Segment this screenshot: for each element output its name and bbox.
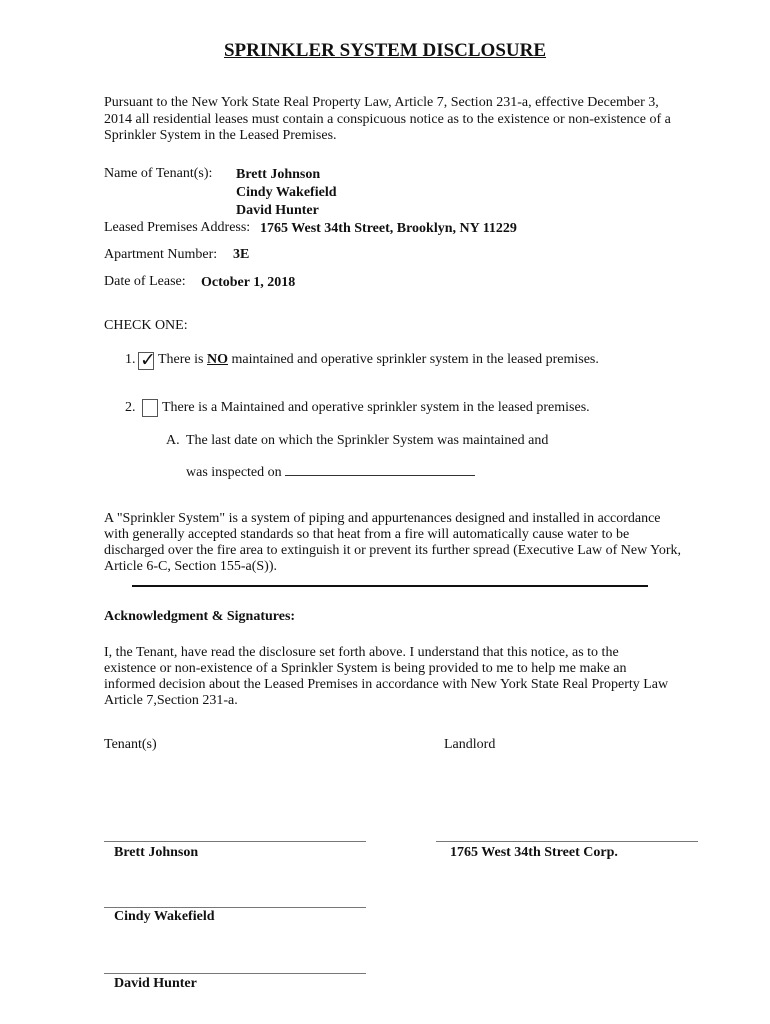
- lease-date-value: October 1, 2018: [201, 275, 296, 290]
- tenant-1-signature-line[interactable]: [104, 841, 366, 842]
- option-2-text: There is a Maintained and operative sprinkler system in the leased premises.: [162, 400, 590, 415]
- tenant-3-signature-name: David Hunter: [114, 976, 197, 991]
- document-title: SPRINKLER SYSTEM DISCLOSURE: [223, 40, 547, 61]
- intro-paragraph: Pursuant to the New York State Real Property Law, Article 7, Section 231-a, effective December 3, 2014 all residential leases must contain a conspicuous notice as to the existence or non-existence of a Sprinkler System in the Leased Premises.: [104, 95, 671, 143]
- tenant-name-1: Brett Johnson: [236, 167, 321, 182]
- address-value: 1765 West 34th Street, Brooklyn, NY 11229: [260, 221, 517, 236]
- option-2-checkbox[interactable]: [142, 399, 158, 417]
- option-1-text-before: There is: [158, 352, 204, 367]
- lease-date-label: Date of Lease:: [104, 274, 186, 289]
- tenant-names-label: Name of Tenant(s):: [104, 166, 213, 181]
- option-1-text-after: maintained and operative sprinkler system in the leased premises.: [231, 352, 599, 367]
- option-2-number: 2.: [125, 400, 136, 415]
- landlord-signature-line[interactable]: [436, 841, 698, 842]
- tenant-3-signature-line[interactable]: [104, 973, 366, 974]
- option-1-emphasis: NO: [206, 352, 228, 367]
- apartment-label: Apartment Number:: [104, 247, 218, 262]
- sprinkler-definition: A "Sprinkler System" is a system of piping and appurtenances designed and installed in accordance with generally accepted standards so that heat from a fire will automatically cause water to be discharged over the fire area to extinguish it or prevent its further spread (Executive Law of New York, Article 6-C, Section 155-a(S)).: [104, 511, 682, 574]
- tenant-name-2: Cindy Wakefield: [236, 185, 337, 200]
- sub-a-letter: A.: [166, 433, 180, 448]
- tenant-2-signature-name: Cindy Wakefield: [114, 909, 215, 924]
- tenant-1-signature-name: Brett Johnson: [114, 845, 199, 860]
- section-divider: [132, 585, 648, 587]
- tenant-column-label: Tenant(s): [104, 737, 157, 752]
- landlord-column-label: Landlord: [444, 737, 496, 752]
- option-1-checkbox[interactable]: [138, 349, 156, 371]
- option-1-text: [158, 352, 599, 368]
- tenant-name-3: David Hunter: [236, 203, 319, 218]
- landlord-signature-name: 1765 West 34th Street Corp.: [450, 845, 618, 860]
- checkmark-icon: ✓: [140, 349, 156, 371]
- address-label: Leased Premises Address:: [104, 220, 251, 235]
- ack-heading: Acknowledgment & Signatures:: [104, 609, 296, 624]
- inspection-date-field[interactable]: [285, 463, 475, 476]
- ack-paragraph: I, the Tenant, have read the disclosure set forth above. I understand that this notice, as to the existence or non-existence of a Sprinkler System is being provided to me to help me make an informed decision about the Leased Premises in accordance with New York State Real Property Law Article 7,Section 231-a.: [104, 645, 669, 708]
- sub-a-line-2-text: was inspected on: [186, 465, 282, 480]
- apartment-value: 3E: [233, 247, 250, 262]
- option-1-number: 1.: [125, 352, 136, 367]
- sub-a-line-1: The last date on which the Sprinkler System was maintained and: [186, 433, 549, 448]
- check-one-label: CHECK ONE:: [104, 318, 188, 333]
- tenant-2-signature-line[interactable]: [104, 907, 366, 908]
- sub-a-line-2: [186, 463, 475, 481]
